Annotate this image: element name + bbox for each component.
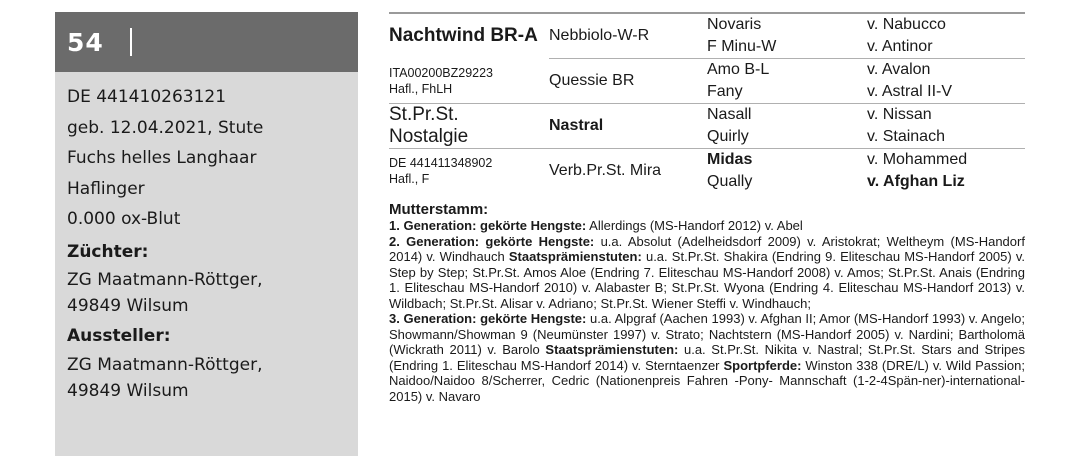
g3-sire-1: v. Nabucco [867, 13, 1025, 36]
horse-info-panel [55, 12, 358, 456]
gen2-label: 2. Generation: [389, 233, 480, 249]
dam-sire: Nastral [549, 104, 707, 149]
g3-name-4: Fany [707, 83, 743, 100]
g3-name-5: Nasall [707, 104, 867, 127]
gen2-hengste-text: u.a. Absolut (Adelheidsdorf 2009) v. Aristokrat; Weltheym (MS-Handorf 2014) v. Windhauch [389, 233, 1025, 264]
dam-cell [389, 104, 549, 149]
dam-ueln: DE 441411348902 [389, 156, 493, 170]
g3-name-3: Amo B-L [707, 59, 867, 82]
gen3-label: 3. Generation: [389, 311, 477, 326]
sire-breed: Hafl., FhLH [389, 81, 453, 96]
horse-details [55, 72, 358, 404]
gen3-sport-text: Winston 338 (DRE/L) v. Wild Passion; Naidoo/Naidoo 8/Scherrer, Cedric (Nationenpreis Fahren -Pony- Mannschaft (1-2-4Spän-ner)-international- 2015) v. Navaro [389, 357, 1025, 404]
g3-sire-3: v. Avalon [867, 59, 1025, 82]
gen3-stuten-label: Staatsprämienstuten: [545, 342, 679, 357]
exhibitor-label: Aussteller: [67, 326, 171, 346]
g3-sire-4: v. Astral II-V [867, 83, 953, 100]
g3-sire-8: v. Afghan Liz [867, 173, 965, 190]
gen1-paragraph [389, 218, 1025, 234]
horse-blood: 0.000 ox-Blut [67, 209, 181, 229]
g3-sire-6: v. Stainach [867, 128, 945, 145]
sire-details-cell [389, 59, 549, 104]
dam-dam: Verb.Pr.St. Mira [549, 149, 707, 194]
dam-details-cell [389, 149, 549, 194]
gen3-hengste-text: u.a. Alpgraf (Aachen 1993) v. Afghan II; Amor (MS-Handorf 1993) v. Angelo; Showmann/Showman 9 (Neumünster 1997) v. Strato; Nachtstern (MS-Handorf 2005) v. Nardini; Bartholomä (Wickrath 2011) v. Barolo [389, 311, 1025, 357]
gen1-label: 1. Generation: [389, 218, 477, 233]
g3-sire-5: v. Nissan [867, 104, 1025, 127]
gen2-hengste-label: gekörte Hengste: [485, 233, 595, 249]
g3-name-6: Quirly [707, 128, 749, 145]
sire-name: Nachtwind BR-A [389, 25, 538, 47]
lot-separator [130, 28, 132, 56]
horse-ueln: DE 441410263121 [67, 87, 227, 107]
g3-sire-7: v. Mohammed [867, 149, 1025, 172]
lot-number-bar [55, 12, 358, 72]
breeder-line1: ZG Maatmann-Röttger, [67, 270, 263, 290]
gen3-hengste-label: gekörte Hengste: [480, 311, 587, 326]
horse-color: Fuchs helles Langhaar [67, 148, 257, 168]
mutterstamm-title: Mutterstamm: [389, 201, 489, 218]
horse-birth: geb. 12.04.2021, Stute [67, 117, 264, 138]
gen2-stuten-text: u.a. St.Pr.St. Shakira (Endring 9. Eliteschau MS-Handorf 2005) v. Step by Step; St.Pr.St. Amos Aloe (Endring 7. Eliteschau MS-Handorf 2008) v. Amos; St.Pr.St. Anais (Endring 1. Eliteschau MS-Handorf 2010) v. Alabaster B; St.Pr.St. Wyona (Endring 4. Eliteschau MS-Handorf 2013) v. Wildbach; St.Pr.St. Alisar v. Adriano; St.Pr.St. Wiener Steffi v. Windhauch; [389, 249, 1025, 311]
mutterstamm [389, 201, 1025, 404]
pedigree-table [389, 12, 1025, 193]
gen3-stuten-text: u.a. St.Pr.St. Nikita v. Nastral; St.Pr.St. Stars and Stripes (Endring 1. Eliteschau MS-Handorf 2014) v. Sterntaenzer [389, 342, 1025, 373]
gen1-hengste-label: gekörte Hengste: [480, 218, 587, 233]
sire-sire: Nebbiolo-W-R [549, 13, 707, 59]
sire-cell [389, 13, 549, 59]
gen3-paragraph [389, 311, 1025, 404]
breeder-line2: 49849 Wilsum [67, 296, 189, 316]
horse-breed: Haflinger [67, 178, 145, 199]
sire-ueln: ITA00200BZ29223 [389, 65, 494, 80]
breeder-label: Züchter: [67, 241, 149, 262]
g3-name-8: Qually [707, 173, 753, 190]
g3-name-7: Midas [707, 149, 867, 172]
pedigree-section [389, 12, 1025, 404]
g3-sire-2: v. Antinor [867, 38, 933, 55]
exhibitor-line1: ZG Maatmann-Röttger, [67, 354, 263, 375]
sire-dam: Quessie BR [549, 59, 707, 104]
gen2-stuten-label: Staatsprämienstuten: [508, 249, 642, 264]
g3-name-1: Novaris [707, 13, 867, 36]
dam-name-line1: St.Pr.St. [389, 104, 459, 125]
gen1-hengste-text: Allerdings (MS-Handorf 2012) v. Abel [589, 218, 803, 233]
gen2-paragraph [389, 234, 1025, 312]
lot-number: 54 [67, 27, 104, 57]
dam-breed: Hafl., F [389, 172, 430, 186]
gen3-sport-label: Sportpferde: [723, 357, 802, 373]
g3-name-2: F Minu-W [707, 38, 777, 55]
dam-name-line2: Nostalgie [389, 126, 469, 147]
exhibitor-line2: 49849 Wilsum [67, 380, 189, 401]
